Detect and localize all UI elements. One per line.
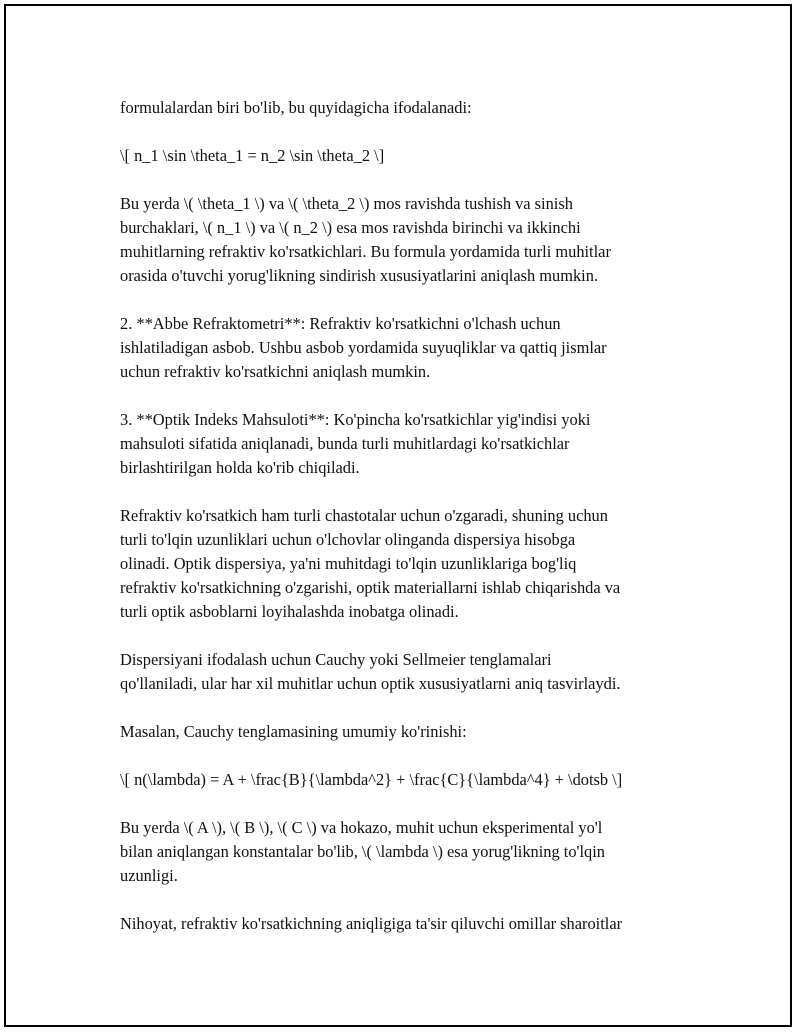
paragraph-cauchy-equation: \[ n(\lambda) = A + \frac{B}{\lambda^2} + \frac{C}{\lambda^4} + \dotsb \] [120, 770, 623, 789]
paragraph-optical-index: 3. **Optik Indeks Mahsuloti**: Ko'pincha ko'rsatkichlar yig'indisi yoki mahsuloti sifatida aniqlanadi, bunda turli muhitlardagi ko'rsatkichlar birlashtirilgan holda ko'rib chiqiladi. [120, 410, 591, 477]
paragraph-cauchy-explanation: Bu yerda \( A \), \( B \), \( C \) va hokazo, muhit uchun eksperimental yo'l bilan aniqlangan konstantalar bo'lib, \( \lambda \) esa yorug'likning to'lqin uzunligi. [120, 818, 605, 885]
document-body [120, 96, 700, 960]
paragraph-dispersion-equations: Dispersiyani ifodalash uchun Cauchy yoki Sellmeier tenglamalari qo'llaniladi, ular har xil muhitlar uchun optik xususiyatlarni aniq tasvirlaydi. [120, 650, 621, 693]
paragraph-snell-equation: \[ n_1 \sin \theta_1 = n_2 \sin \theta_2 \] [120, 146, 385, 165]
paragraph-snell-explanation: Bu yerda \( \theta_1 \) va \( \theta_2 \) mos ravishda tushish va sinish burchaklari, \( n_1 \) va \( n_2 \) esa mos ravishda birinchi va ikkinchi muhitlarning refraktiv ko'rsatkichlari. Bu formula yordamida turli muhitlar orasida o'tuvchi yorug'likning sindirish xususiyatlarini aniqlash mumkin. [120, 194, 611, 285]
paragraph-dispersion: Refraktiv ko'rsatkich ham turli chastotalar uchun o'zgaradi, shuning uchun turli to'lqin uzunliklari uchun o'lchovlar olinganda dispersiya hisobga olinadi. Optik dispersiya, ya'ni muhitdagi to'lqin uzunliklariga bog'liq refraktiv ko'rsatkichning o'zgarishi, optik materiallarni ishlab chiqarishda va turli optik asboblarni loyihalashda inobatga olinadi. [120, 506, 621, 621]
paragraph-formula-intro: formulalardan biri bo'lib, bu quyidagicha ifodalanadi: [120, 98, 472, 117]
paragraph-cauchy-intro: Masalan, Cauchy tenglamasining umumiy ko'rinishi: [120, 722, 467, 741]
paragraph-abbe-refractometer: 2. **Abbe Refraktometri**: Refraktiv ko'rsatkichni o'lchash uchun ishlatiladigan asbob. Ushbu asbob yordamida suyuqliklar va qattiq jismlar uchun refraktiv ko'rsatkichni aniqlash mumkin. [120, 314, 607, 381]
paragraph-conclusion: Nihoyat, refraktiv ko'rsatkichning aniqligiga ta'sir qiluvchi omillar sharoitlar [120, 914, 623, 933]
document-page [4, 4, 792, 1027]
